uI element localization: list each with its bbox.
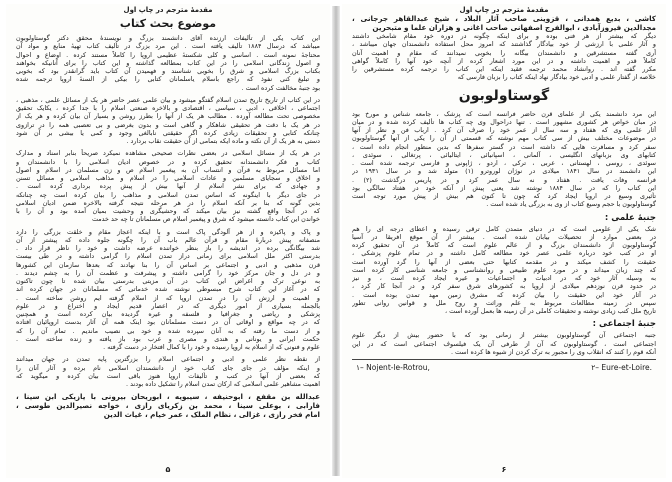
right-intro-bold-names bbox=[352, 14, 656, 32]
text-line: خلاصه از گفتار علمی و ادبی خود بیادگار نهاد اینکه کتاب را بزبان فارسی که bbox=[457, 73, 656, 82]
text-line: و تبلیغ کنی نفوذ که راجع باسلام یاسلمانان کتابی را بیکی از السنهٔ اروپا ترجمه شده bbox=[16, 75, 320, 84]
text-line: بالجمله بسیاری از امور دیگری که در اعصار قدیم ایجاد و اختراع و در علوم bbox=[16, 301, 320, 310]
text-line: بود جنبهٔ مخالفت کرده است . bbox=[241, 83, 320, 92]
text-line: آثار علمی وی که هفتاد و سه سال از عمر خود را صرف آن کرد . ارباب فن و نظر از آنها bbox=[352, 126, 656, 134]
right-social-paragraph bbox=[352, 331, 656, 356]
text-line: و آثار علمی با ارزشی از خود بیادگار گذاشتند که امروز محل استفاده دانشمندان جهان میباشد ، bbox=[352, 40, 656, 49]
right-bio-paragraph bbox=[352, 110, 656, 209]
left-paragraph bbox=[16, 34, 320, 92]
footnotes bbox=[356, 363, 652, 372]
text-line: تأثیری وسیع در اروپا ایجاد کرد که چون تا کنون هم بیش از پیش مورد توجه است bbox=[352, 192, 656, 200]
text-line: و جهادی که برای نشر اسلام از آنها بیش از پیش پرده برداری کرده است . bbox=[16, 182, 320, 191]
text-line: آنکه قوم را کنند که انقلاب وی را مجبور به ترک کردن از شیوه ها کرده است . bbox=[450, 347, 656, 356]
text-line: کتابهای وی بزبانهای انگلیسی ، آلمانی ، اسپانیائی ، ایتالیائی ، پرتغالی ، سوئدی ، bbox=[352, 150, 656, 159]
text-line: بکتاب بزرگ اسلامی و شرق را بخوبی شناسند و فهمیدن آن کتاب باید گرانقدر بود که بخوبی bbox=[16, 67, 320, 75]
text-line: و اهمیت و ارزش آن را در تمدن اروپا که از اسلام گرفته ایم روشن ساخته است . bbox=[16, 293, 320, 302]
left-paragraph bbox=[16, 96, 320, 146]
text-line: در هر یک از مسائل اسلامی در بعضی نظرات صحیحی مشاهده نمیکرد صریحاً بنابر اسناد و مدارک bbox=[16, 149, 320, 158]
text-line: به نوعی ترک و اغراض این کتاب در آن مزیتی بدرستی بیان شده تا چون تاکنون bbox=[16, 277, 320, 285]
text-line: این دانشمند در سال ۱۸۴۱ میلادی در نوژان لوروترو (۱) متولد شد و در سال ۱۹۳۱ در bbox=[352, 167, 656, 176]
text-line: و اصول زندگانی اسلامی را در این کتاب بمطالعه گذاشته و این کتاب را برای آنانیکه بخواهند bbox=[16, 58, 320, 67]
text-line: سوئدی ، روسی ، لهستانی ، عربی ، ترکی ، اردو ، ژاپونی و فارسی ترجمه شده است . bbox=[352, 159, 656, 167]
text-line: این مرد دانشمند یکی از علمای قرن حاضر فرانسه است که پزشک ، جامعه شناس و مورخ بود bbox=[352, 109, 656, 118]
text-line: دیگر که بیشتر از هر فنی بوده و برای اینکه چگونه در دوره خود مقام شامخی داشتند bbox=[352, 32, 656, 40]
text-line: او در کتب خود درباره علمی عصر خود مطالعه کامل داشته و در تمام علوم پزشکی ، bbox=[352, 249, 656, 258]
footnote-1: ۱– Nojent-le-Rotrou, bbox=[356, 363, 430, 372]
left-page bbox=[6, 4, 330, 478]
text-line: و اینکه مؤلف در جای جای کتاب خود از دانشمندان اسلامی نام برده و آثار آنان را bbox=[16, 363, 320, 372]
text-line: جنبه اجتماعی آن گوستاولوبون بیشتر از زمانی بود که با حضور بیش از دیگر علوم bbox=[352, 331, 656, 340]
text-line: فارابی ، بوعلی سینا ، محمد بن زکریای رازی ، خواجه نصیرالدین طوسی ، bbox=[16, 401, 320, 411]
text-line: که بعضی از آنها در کتب و تألیفات اروپا هنوز باقی است بیان کرده و میگوید که bbox=[16, 371, 320, 380]
text-line: مخصوصی تحت مطالعه آورده . مطالب هر یک از آنها را بطرز روشن و بسیار آن بیان کرده و هر یک از bbox=[16, 112, 320, 121]
text-line: در هر یک با دقت هر تحقیقی شاهکار و گاهی است و بدون بغرضی و بی تعصبی همه را در ترازوی bbox=[16, 120, 320, 129]
right-page-number: ۶ bbox=[501, 465, 507, 474]
text-line: کتاب و فکر دانشمندانه تحقیق کرده و در خصوص ادیان اسلامی را با دانشمندان و bbox=[16, 157, 320, 166]
footnote-2: ۲– Eure-et-Loire. bbox=[591, 363, 652, 372]
text-line: در جای دیگر با اینگونه که اساس تمدن اسلامی و مذاهب را بیان کرده است چه چنانکه bbox=[16, 190, 320, 199]
text-line: عبدالله بن مقفع ، ابوحنیفه ، سیبویه ، ابوریحان بیرونی با یازیکی ابن سینا ، bbox=[16, 392, 320, 402]
text-line: شک یکی از علومی است که در دنیای متمدن کامل ترقی رسیده و اعطای درجه ای را هم bbox=[352, 224, 656, 233]
text-line: چنانکه کتابی و تحقیقات زیادی کرده اگر حقیقتی نابالغی وجود و کمی یا بیشی بر آن شود bbox=[16, 128, 320, 137]
left-section-title: موضوع بحث کتاب bbox=[119, 17, 217, 30]
text-line: بدرستی اکثر ملل اسلامی برای زمانی دراز تمدن اسلام را گرامی داشته و در طی بیست bbox=[16, 252, 320, 261]
text-line: در حدود قرن نوزدهم میلادی از اروپا به کشورهای شرق سفر کرد و در آنجا کار کرد ، bbox=[352, 282, 656, 291]
right-running-head: مقدمهٔ مترجم در چاپ اول bbox=[459, 6, 549, 14]
text-line: که در چه مواقع و اوقاتی آن در دست مسلمانان بود اینک همه آن آثار بدست اروپائیان افتاده bbox=[16, 318, 320, 327]
right-page bbox=[342, 4, 666, 478]
text-line: و پاک و پاکیزه و از هر آلودگی پاک است و با اینکه اعجاز مقام و خلقت بزرگی را دارد bbox=[16, 227, 320, 236]
left-page-number: ۵ bbox=[165, 465, 171, 474]
text-line: از نقطه نظر علمی و ادبی و اجتماعی اسلام را بزرگترین پایه تمدن در جهان میدانند bbox=[16, 355, 320, 364]
text-line: علوم و فنونی که از اسلام به اروپا رسیده و خود را با کمال افتخار در دست گرفته . bbox=[103, 343, 320, 351]
text-line: و از دست ما رفته که به آنان سپرده شده و خود بی نصیب ماندیم . تمام آن را که bbox=[16, 326, 320, 335]
left-paragraph bbox=[16, 228, 320, 352]
text-line: این کتاب را که در سال ۱۸۸۴ نوشته شد یعنی پیش از آنکه خود در هفتاد سالگی بود bbox=[352, 183, 656, 192]
text-line: که در آنجا واقع گشته نیز بیان میکند که وحشیگری و وحشیت بمیان آمده بود و آن را با bbox=[16, 207, 320, 215]
text-line: خواندن این کتاب دانسته میشود که شرق و پیغمبر اسلام ص مسلمانان تا چه حد خدمت bbox=[91, 215, 320, 224]
right-subhead-science: جنبهٔ علمی : bbox=[604, 212, 656, 223]
text-line: و اخلاق و سجایای مسلمین و عادات اسلامی را در اسلام و مذاهب اسلامی و مسائل تسنن bbox=[16, 174, 320, 182]
text-line: که چند زبان میداند و در مورد علوم طبیعی و روانشناسی و جامعه شناسی کار کرده است bbox=[352, 265, 656, 274]
text-line: دستی به هر یک از آن نکته و ماده ایکه بتمامی از آن حقیقت نقاب بردارد . bbox=[126, 137, 320, 145]
text-line: محتاجهٔ نمونه است . اساسی و کلی شکستهٔ عظیمی اروپا را کاملاً مستند کرده . اوضاع و احوال bbox=[16, 50, 320, 59]
text-line: که در آغاز این کتاب شرح مبسوطی نوشته شده خدماتی که مسلمانان در جهان کرده اند bbox=[16, 285, 320, 294]
text-line: قرن مذهبی و ادبی و اجتماعی بر اساس آن را بنا نهادند که بعدها سازمان این کشورها bbox=[16, 260, 320, 269]
text-line: در این کتاب از تاریخ تاریخ تمدن اسلام گفتگو میشود و بیان علمی عصر حاضر هر یک از مسائل علمی ، مذهبی ، bbox=[16, 95, 320, 104]
text-line: مکرر گفته اند . روانشاد محمد ترجمه فقید اینکه این کتاب را ترجمه کرده مستشرقین را bbox=[352, 65, 656, 73]
left-paragraph bbox=[16, 355, 320, 388]
text-line: گوستاولوبون از دانشمندان بزرگ و از عالم علوم است که کاملاً در آن تحقیق کرده bbox=[352, 241, 656, 249]
right-mid-title: گوستاولوبون bbox=[458, 87, 550, 104]
right-science-paragraph bbox=[352, 225, 656, 316]
text-line: این کتاب یکی از تألیفات ارزنده آقای دانشمند بزرگ و نویسندهٔ محقق دکتر گوستاولوبون bbox=[16, 34, 320, 42]
text-line: اجتماعی ، اخلاقی ، ادبی ، سیاسی ، اقتصادی و بالاخره صنعتی اسلام را با جدا کرده ، یکایک تحقیق bbox=[16, 104, 320, 112]
text-line: و در دل و جان مرکز خود را گرامی داشته و پیشرفت و عظمت آن را به چشم دیدند . bbox=[16, 268, 320, 277]
left-bold-names bbox=[16, 392, 320, 419]
text-line: مجدالدین فیروزآبادی ، ابوالفرج اصفهانی صاحب اغانی و هزاران علما و متبحرین bbox=[372, 23, 656, 32]
text-line: سفر کرد و مسافرت هایی که داشته است در گستر سفرها که بدین منظور انجام داده است ، bbox=[352, 142, 656, 151]
left-paragraph bbox=[16, 149, 320, 223]
text-line: در مبان خواص هر کشوری مشهور است . تنها دراحوال وی چه کتاب ها تألیف کرده شده و در میان bbox=[352, 117, 656, 126]
right-intro-paragraph bbox=[352, 32, 656, 82]
text-line: حکمت ایرانی و یونانی و هندی و مصری و عرب بود باز یافته و زنده ساخته است . bbox=[16, 334, 320, 343]
left-page-body bbox=[6, 34, 330, 392]
text-line: شد بیگانگی برده در اندیشه را باز بنظر خواننده عرضه داشت و خود را ناظر قرار داد . bbox=[16, 244, 320, 252]
text-line: در بعضی موارد از تحصیلات بیابان شده است . بیشتر از آن موقع افریقا در آسیا bbox=[352, 232, 656, 241]
text-line: پزشکی و ریاضی و جغرافیا و فلسفه و غیره گردیده بیان کرده است و همچنین bbox=[16, 310, 320, 318]
text-line: حقیقت را کشف میکند و در مقدمه کتابها حتی بعضی از آنها را گرد آورده است bbox=[352, 257, 656, 266]
text-line: اجتماعی است ، گوستاولوبون که آن از طرفی آن یک فیلسوف اجتماعی است که در این bbox=[352, 339, 656, 348]
text-line: اهمیت مشاهیر علمی اسلامی که ارکان تمدن اسلام را تشکیل داده بودند . bbox=[126, 380, 320, 388]
text-line: کاشی ، بدیع همدانی ، قزوینی صاحب آثار البلاد ، شیخ عبدالقاهر جرجانی ، bbox=[352, 14, 656, 23]
text-line: اما مسائل مربوط به قرآن و انتساب آن به پیغمبر اسلام ص و زن مسلمان در اسلام و اصول bbox=[16, 165, 320, 174]
book-gutter bbox=[332, 6, 340, 476]
text-line: به وسیله آثار خود که در ادبیات و اجتماعیات و غیره ایجاد کرده است ، و نیز bbox=[352, 274, 656, 282]
text-line: در آثار خود این حقیقت را بیان کرده که مشرق زمین مهد تمدن بوده است . bbox=[352, 290, 656, 299]
right-subhead-social: جنبهٔ اجتماعی : bbox=[592, 319, 656, 330]
text-line: گوستاولوبون با حجم وسیع کتاب از وی به بزرگی یاد شده است . bbox=[486, 200, 656, 209]
footnote-rule bbox=[352, 359, 656, 360]
text-line: بدین گونه که بنا بر آنکه اسلام را در هر مرحله نتیجه گرفته بالاخره ضمن ادیان اسلامی bbox=[16, 198, 320, 207]
text-line: آری گفته مستشرقین و دانشمندان بیگانه را بخوبی نمیدانند که مقام و اهمیت آنان bbox=[352, 48, 656, 57]
text-line: سپس در زمینه مطالعات مربوط به علم وراثت و روح ملل و قوانین روانی تطور bbox=[352, 298, 656, 307]
text-line: امام فخر رازی ، غزالی ، نظام الملک ، عمر خیام ، غیاث الدین bbox=[103, 410, 320, 420]
text-line: میباشد که درسال ۱۸۸۴ تألیف یافته است . این مرد بزرگ در تألیف کتاب تهیهٔ منابع و مواد آن bbox=[16, 42, 320, 51]
text-line: کاملاً قدر و اهمیت داشته و در این مورد اشعار کرده از آنچه خود آنها را کاملاً گواهی bbox=[352, 56, 656, 65]
text-line: تاریخ ملل کتب زیادی نوشته و تحقیقات کاملی در آن زمینه ها بعمل آورده است ، bbox=[445, 307, 656, 315]
left-running-head: مقدمهٔ مترجم در چاپ اول bbox=[123, 6, 213, 14]
text-line: در موضوعات مختلف بیش از سی کتاب مهم نوشته که قسمتی از آن را یکی از آنها گوستاولوبون bbox=[352, 134, 656, 143]
text-line: فرانسه وفات یافت . هفتاد و نه سال عمر کرد و در پاریس درگذشت (۲) . bbox=[352, 175, 656, 184]
text-line: منصفانه پیش دربارهٔ مقام و قرآن عالم باب آن را چگونه جلوه داده که پیشتر از آن bbox=[16, 235, 320, 244]
